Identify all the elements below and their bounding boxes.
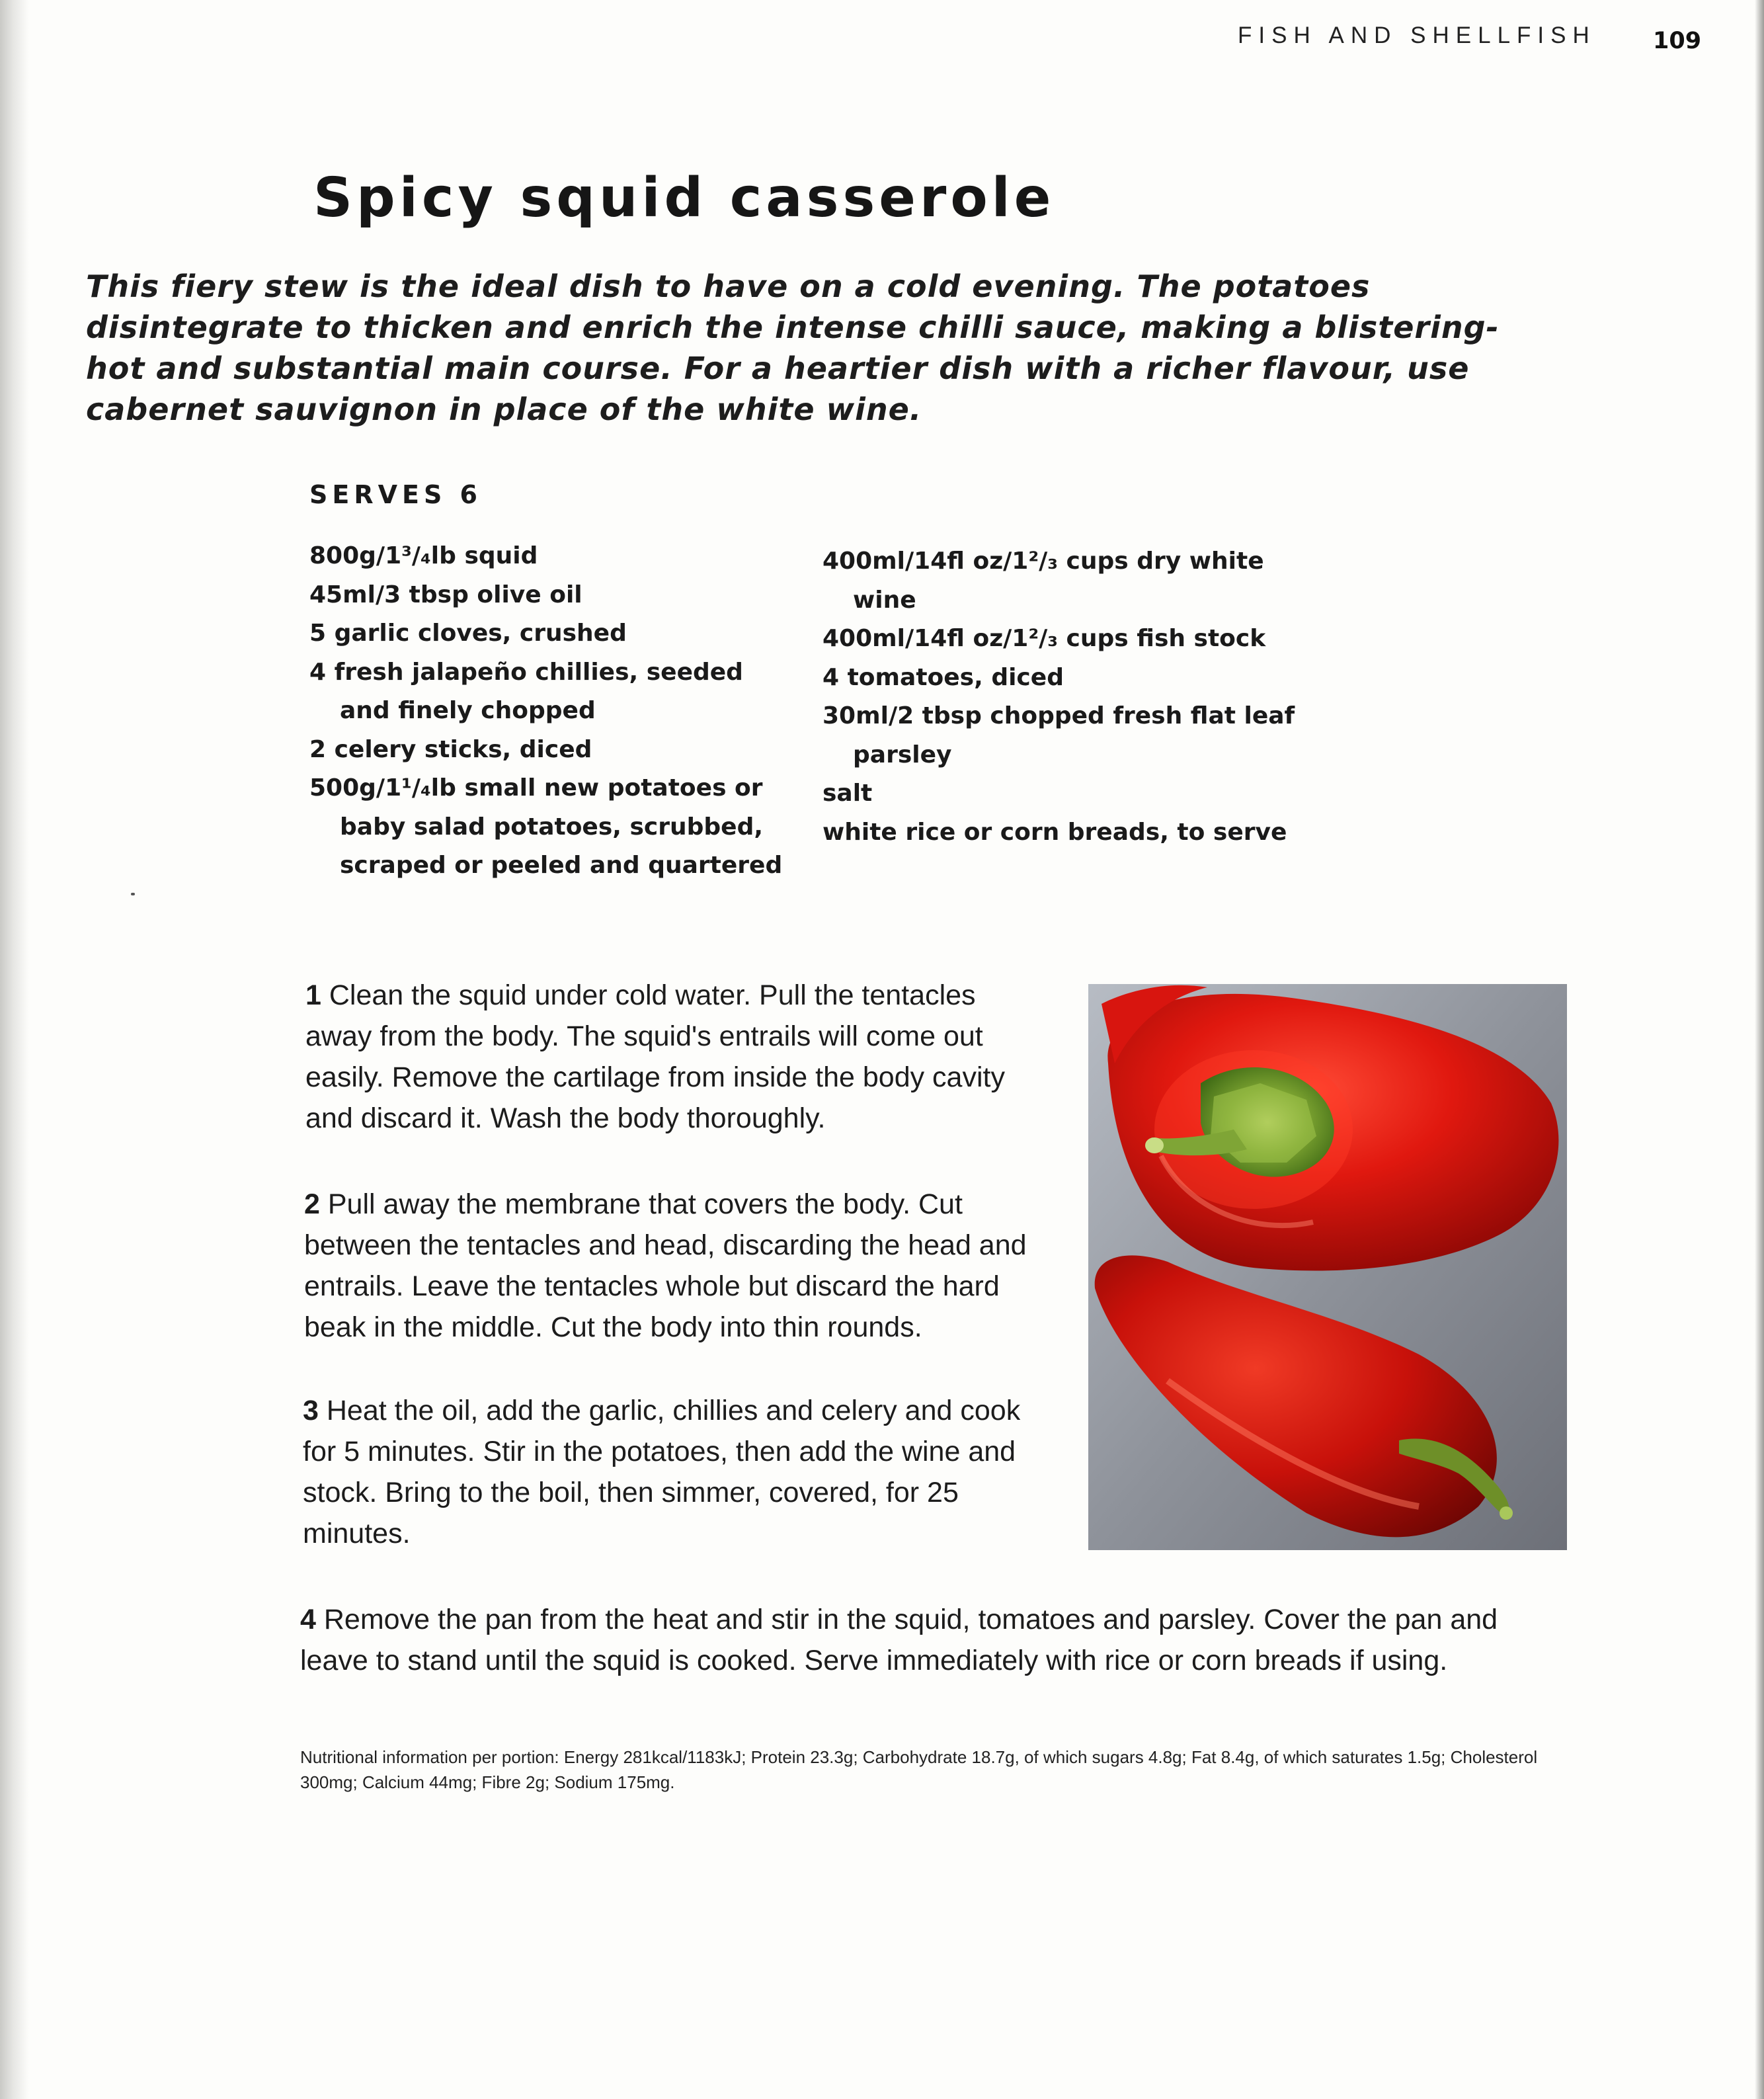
ingredients-left [309, 537, 799, 885]
ingredient-item: 4 tomatoes, diced [822, 663, 1064, 691]
nutrition-info: Nutritional information per portion: Energy 281kcal/1183kJ; Protein 23.3g; Carbohydrate 18.7g, of which sugars 4.8g; Fat 8.4g, of which saturates 1.5g; Cholesterol 300mg; Calcium 44mg; Fibre 2g; Sodium 175mg. [300, 1747, 1538, 1792]
ingredient-item: 400ml/14fl oz/1²/₃ cups dry white wine [822, 548, 1264, 614]
ingredient-item: 500g/1¹/₄lb small new potatoes or baby salad potatoes, scrubbed, scraped or peeled and quartered [309, 774, 783, 879]
ingredient-item: 400ml/14fl oz/1²/₃ cups fish stock [822, 625, 1266, 652]
step-text: Heat the oil, add the garlic, chillies and celery and cook for 5 minutes. Stir in the potatoes, then add the wine and stock. Bring to the boil, then simmer, covered, for 25 minutes. [303, 1395, 1021, 1549]
ingredients-right [822, 542, 1312, 852]
red-peppers-photo [1088, 984, 1567, 1550]
ingredient-item: 800g/1³/₄lb squid [309, 542, 538, 569]
step-number: 1 [305, 979, 321, 1011]
serves-label: SERVES 6 [309, 480, 482, 509]
step-number: 2 [304, 1188, 320, 1220]
running-head: FISH AND SHELLFISH [1238, 22, 1596, 48]
page-edge-shadow [1755, 0, 1764, 2099]
page-number: 109 [1653, 28, 1702, 54]
recipe-intro: This fiery stew is the ideal dish to have on a cold evening. The potatoes disintegrate to thicken and enrich the intense chilli sauce, making a blistering-hot and substantial main course. For a heartier dish with a richer flavour, use cabernet sauvignon in place of the white wine. [86, 268, 1500, 427]
step-text: Remove the pan from the heat and stir in the squid, tomatoes and parsley. Cover the pan and leave to stand until the squid is cooked. Serve immediately with rice or corn breads if using. [300, 1604, 1498, 1676]
print-speck [131, 893, 135, 895]
ingredient-item: 45ml/3 tbsp olive oil [309, 581, 582, 608]
ingredient-item: 4 fresh jalapeño chillies, seeded and finely chopped [309, 658, 743, 724]
page-gutter-shadow [0, 0, 29, 2099]
method-step-3 [303, 1390, 1037, 1554]
step-number: 4 [300, 1604, 316, 1635]
ingredient-item: 5 garlic cloves, crushed [309, 620, 627, 647]
step-number: 3 [303, 1395, 319, 1426]
ingredient-item: 2 celery sticks, diced [309, 735, 592, 763]
step-text: Clean the squid under cold water. Pull the tentacles away from the body. The squid's entrails will come out easily. Remove the cartilage from inside the body cavity and discard it. Wash the body thoroughly. [305, 979, 1005, 1134]
method-step-2 [304, 1184, 1038, 1348]
ingredient-item: white rice or corn breads, to serve [822, 818, 1287, 846]
method-step-1 [305, 975, 1039, 1139]
recipe-title: Spicy squid casserole [313, 167, 1055, 229]
step-text: Pull away the membrane that covers the body. Cut between the tentacles and head, discarding the head and entrails. Leave the tentacles whole but discard the hard beak in the middle. Cut the body into thin rounds. [304, 1188, 1027, 1343]
method-step-4 [300, 1599, 1556, 1681]
ingredient-item: 30ml/2 tbsp chopped fresh flat leaf parsley [822, 702, 1295, 768]
ingredient-item: salt [822, 780, 873, 807]
